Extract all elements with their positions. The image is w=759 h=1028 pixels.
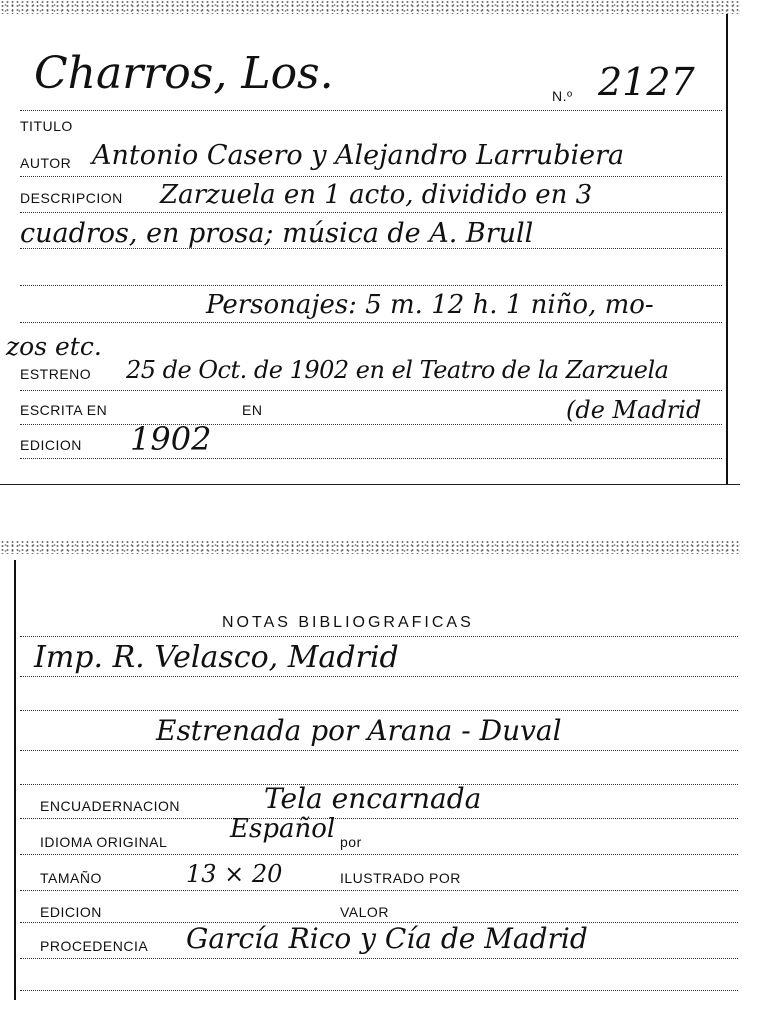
card-bottom-edge — [0, 484, 740, 485]
descripcion-line-4: zos etc. — [6, 332, 102, 361]
notas-rule-1 — [20, 676, 738, 677]
encuadernacion-value: Tela encarnada — [264, 782, 482, 815]
por-label: por — [340, 834, 362, 850]
estreno-label: ESTRENO — [20, 366, 92, 382]
bottom-line — [20, 990, 738, 991]
notas-heading: NOTAS BIBLIOGRAFICAS — [222, 614, 474, 631]
note-line-1: Imp. R. Velasco, Madrid — [34, 640, 399, 675]
idioma-label: IDIOMA ORIGINAL — [40, 834, 168, 850]
autor-line — [20, 176, 722, 177]
descripcion-line-3: Personajes: 5 m. 12 h. 1 niño, mo- — [206, 290, 654, 320]
tamano-value: 13 × 20 — [186, 860, 283, 888]
valor-label: VALOR — [340, 904, 389, 920]
procedencia-label: PROCEDENCIA — [40, 938, 149, 954]
estreno-value: 25 de Oct. de 1902 en el Teatro de la Zarzuela — [126, 356, 669, 384]
idioma-value: Español — [230, 814, 336, 844]
escrita-en-label: ESCRITA EN — [20, 402, 108, 418]
estreno-continuation: (de Madrid — [566, 396, 702, 424]
number-label: N.º — [552, 88, 573, 104]
card-top-edge — [0, 540, 740, 554]
number-value: 2127 — [598, 60, 695, 104]
procedencia-value: García Rico y Cía de Madrid — [186, 922, 588, 955]
title-value: Charros, Los. — [34, 48, 334, 99]
descripcion-rule-3 — [20, 285, 722, 286]
card-top-edge — [0, 0, 740, 14]
descripcion-rule-2 — [20, 248, 722, 249]
notas-rule-3 — [20, 750, 738, 751]
notas-rule-0 — [20, 636, 738, 637]
note-line-2: Estrenada por Arana - Duval — [156, 714, 562, 747]
descripcion-line-2: cuadros, en prosa; música de A. Brull — [20, 218, 534, 249]
title-line — [20, 110, 722, 111]
descripcion-label: DESCRIPCION — [20, 190, 123, 206]
edicion-label: EDICION — [20, 437, 82, 453]
autor-label: AUTOR — [20, 155, 72, 171]
descripcion-line-1: Zarzuela en 1 acto, dividido en 3 — [160, 180, 593, 210]
procedencia-line — [20, 958, 738, 959]
tamano-line — [20, 890, 738, 891]
card-left-border — [14, 560, 16, 1000]
escrita-line — [20, 424, 722, 425]
encuadernacion-line — [20, 818, 738, 819]
edicion-line — [20, 458, 722, 459]
idioma-line — [20, 854, 738, 855]
titulo-label: TITULO — [20, 118, 73, 134]
notas-rule-2 — [20, 710, 738, 711]
catalog-card-back — [0, 538, 740, 1028]
edicion-back-label: EDICION — [40, 904, 102, 920]
edicion-value: 1902 — [130, 420, 212, 458]
card-right-border — [726, 14, 728, 484]
autor-value: Antonio Casero y Alejandro Larrubiera — [92, 140, 625, 171]
encuadernacion-label: ENCUADERNACION — [40, 798, 181, 814]
estreno-line — [20, 390, 722, 391]
descripcion-rule-4 — [20, 322, 722, 323]
catalog-card-front — [0, 0, 740, 494]
tamano-label: TAMAÑO — [40, 870, 102, 886]
descripcion-rule-1 — [20, 212, 722, 213]
ilustrado-label: ILUSTRADO POR — [340, 870, 461, 886]
en-label: EN — [242, 402, 263, 418]
